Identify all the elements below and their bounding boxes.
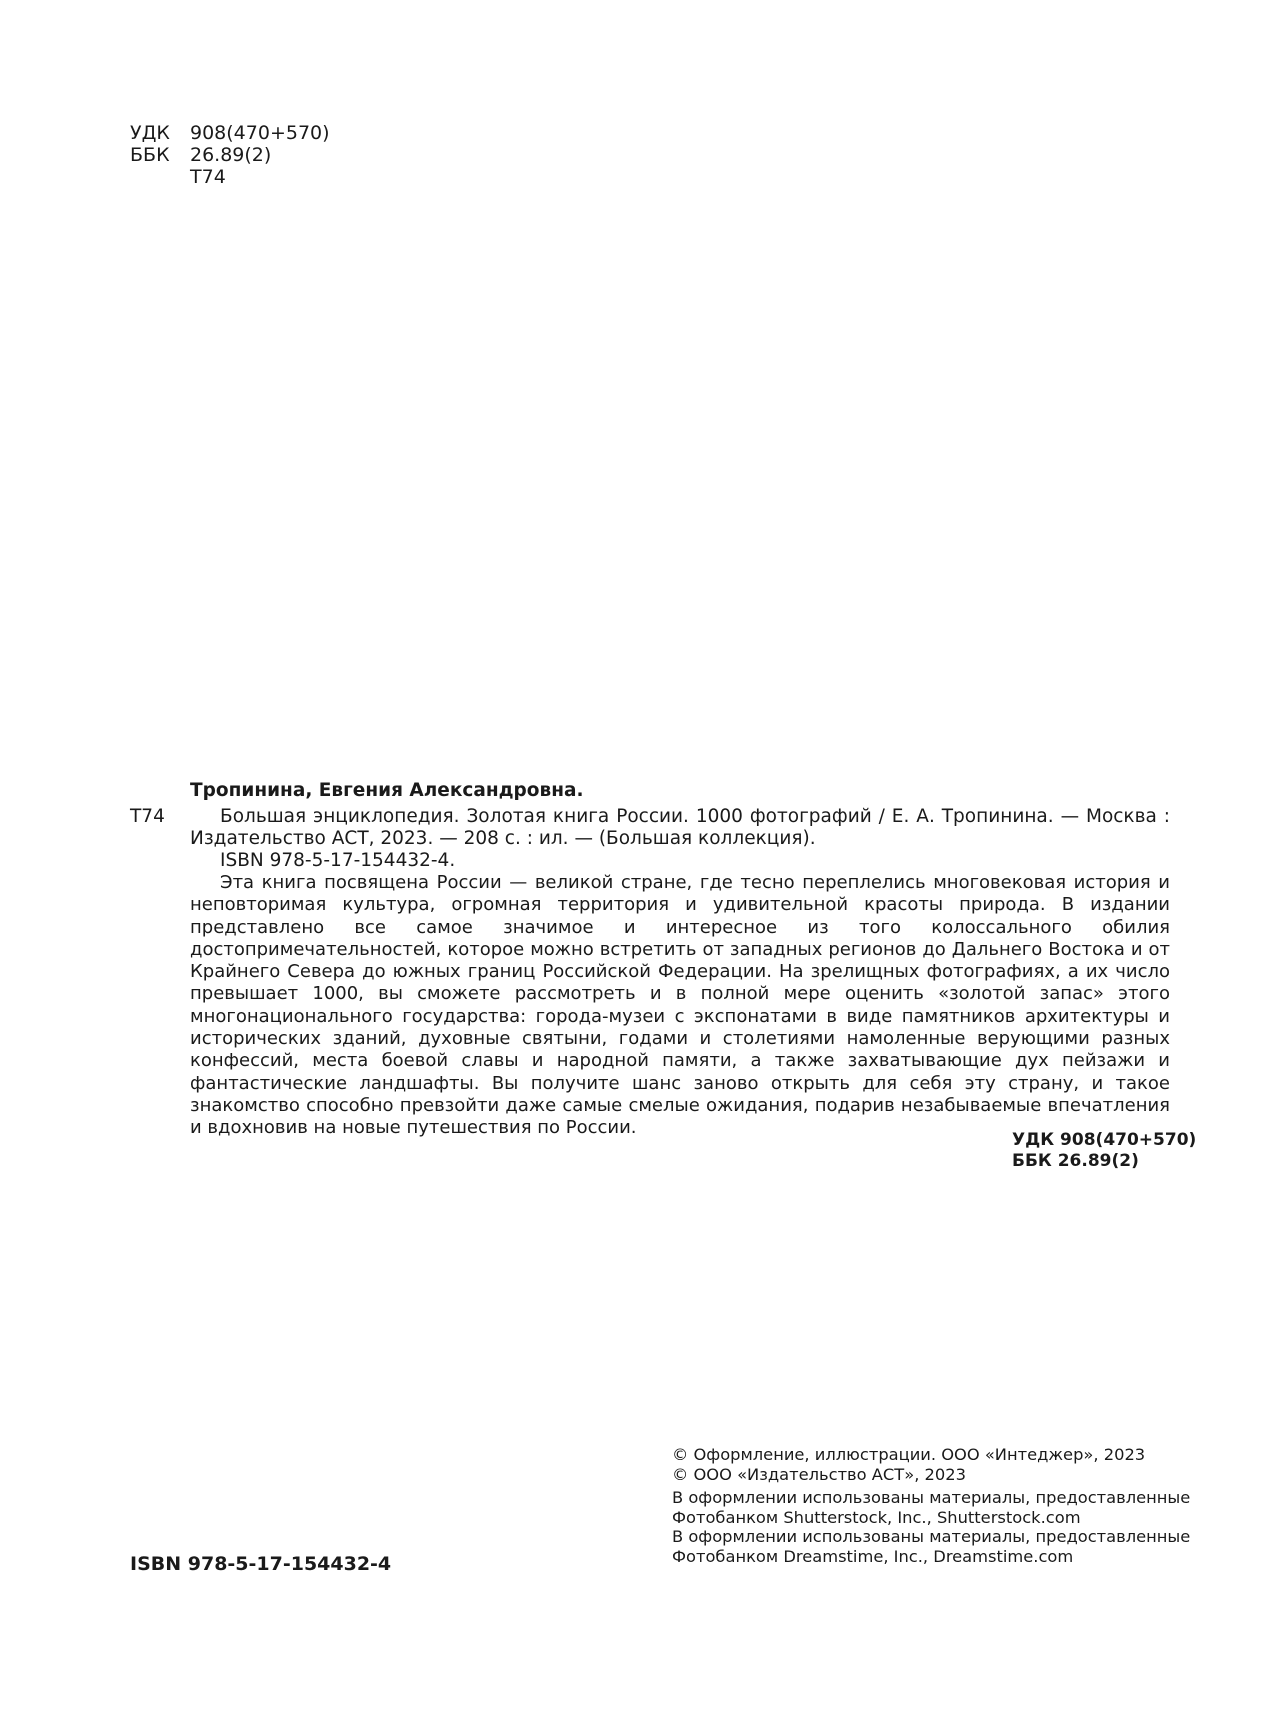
copyright-line-3: В оформлении использованы материалы, предоставленные [672, 1488, 1191, 1507]
udk-label: УДК [130, 122, 170, 144]
isbn-footer: ISBN 978-5-17-154432-4 [130, 1553, 392, 1575]
copyright-line-6: Фотобанком Dreamstime, Inc., Dreamstime.com [672, 1546, 1074, 1566]
bbk-value: 26.89(2) [190, 144, 272, 166]
author-heading: Тропинина, Евгения Александровна. [190, 780, 584, 801]
copyright-line-1: © Оформление, иллюстрации. ООО «Интеджер», 2023 [672, 1445, 1146, 1464]
copyright-line-5: В оформлении использованы материалы, предоставленные [672, 1527, 1191, 1546]
author-mark-top: Т74 [190, 166, 226, 188]
bbk-row [130, 144, 330, 166]
bbk-label: ББК [130, 144, 170, 166]
author-mark-row [130, 166, 330, 188]
annotation-paragraph: Эта книга посвящена России — великой стране, где тесно переплелись многовековая история и неповторимая культура, огромная территория и удивительной красоты природа. В издании представлено все самое значимое и интересное из того колоссального обилия достопримечательностей, которое можно встретить от западных регионов до Дальнего Востока и от Крайнего Севера до южных границ Российской Федерации. На зрелищных фотографиях, а их число превышает 1000, вы сможете рассмотреть и в полной мере оценить «золотой запас» этого многонационального государства: города-музеи с экспонатами в виде памятников архитектуры и исторических зданий, духовные святыни, годами и столетиями намоленные верующими разных конфессий, места боевой славы и народной памяти, а также захватывающие дух пейзажи и фантастические ландшафты. Вы получите шанс заново открыть для себя эту страну, и такое знакомство способно превзойти даже самые смелые ожидания, подарив незабываемые впечатления и вдохновив на новые путешествия по России. [190, 872, 1170, 1139]
title-description-row [130, 806, 1170, 850]
copyright-line-2: © ООО «Издательство АСТ», 2023 [672, 1464, 966, 1484]
title-description: Большая энциклопедия. Золотая книга России. 1000 фотографий / Е. А. Тропинина. — Москва : Издательство АСТ, 2023. — 208 с. : ил. — (Большая коллекция). [190, 806, 1170, 849]
udk-value: 908(470+570) [190, 122, 330, 144]
copyright-block [672, 1445, 1192, 1566]
bbk-bottom: ББК 26.89(2) [1012, 1151, 1139, 1171]
classification-codes-bottom [1012, 1130, 1196, 1172]
udk-row [130, 122, 330, 144]
bibliographic-record [130, 780, 1170, 1140]
isbn-inline: ISBN 978-5-17-154432-4. [220, 850, 456, 871]
classification-codes-top [130, 122, 330, 188]
udk-bottom: УДК 908(470+570) [1012, 1130, 1197, 1150]
copyright-line-4: Фотобанком Shutterstock, Inc., Shutterstock.com [672, 1507, 1081, 1527]
author-mark-inline: Т74 [130, 806, 165, 827]
